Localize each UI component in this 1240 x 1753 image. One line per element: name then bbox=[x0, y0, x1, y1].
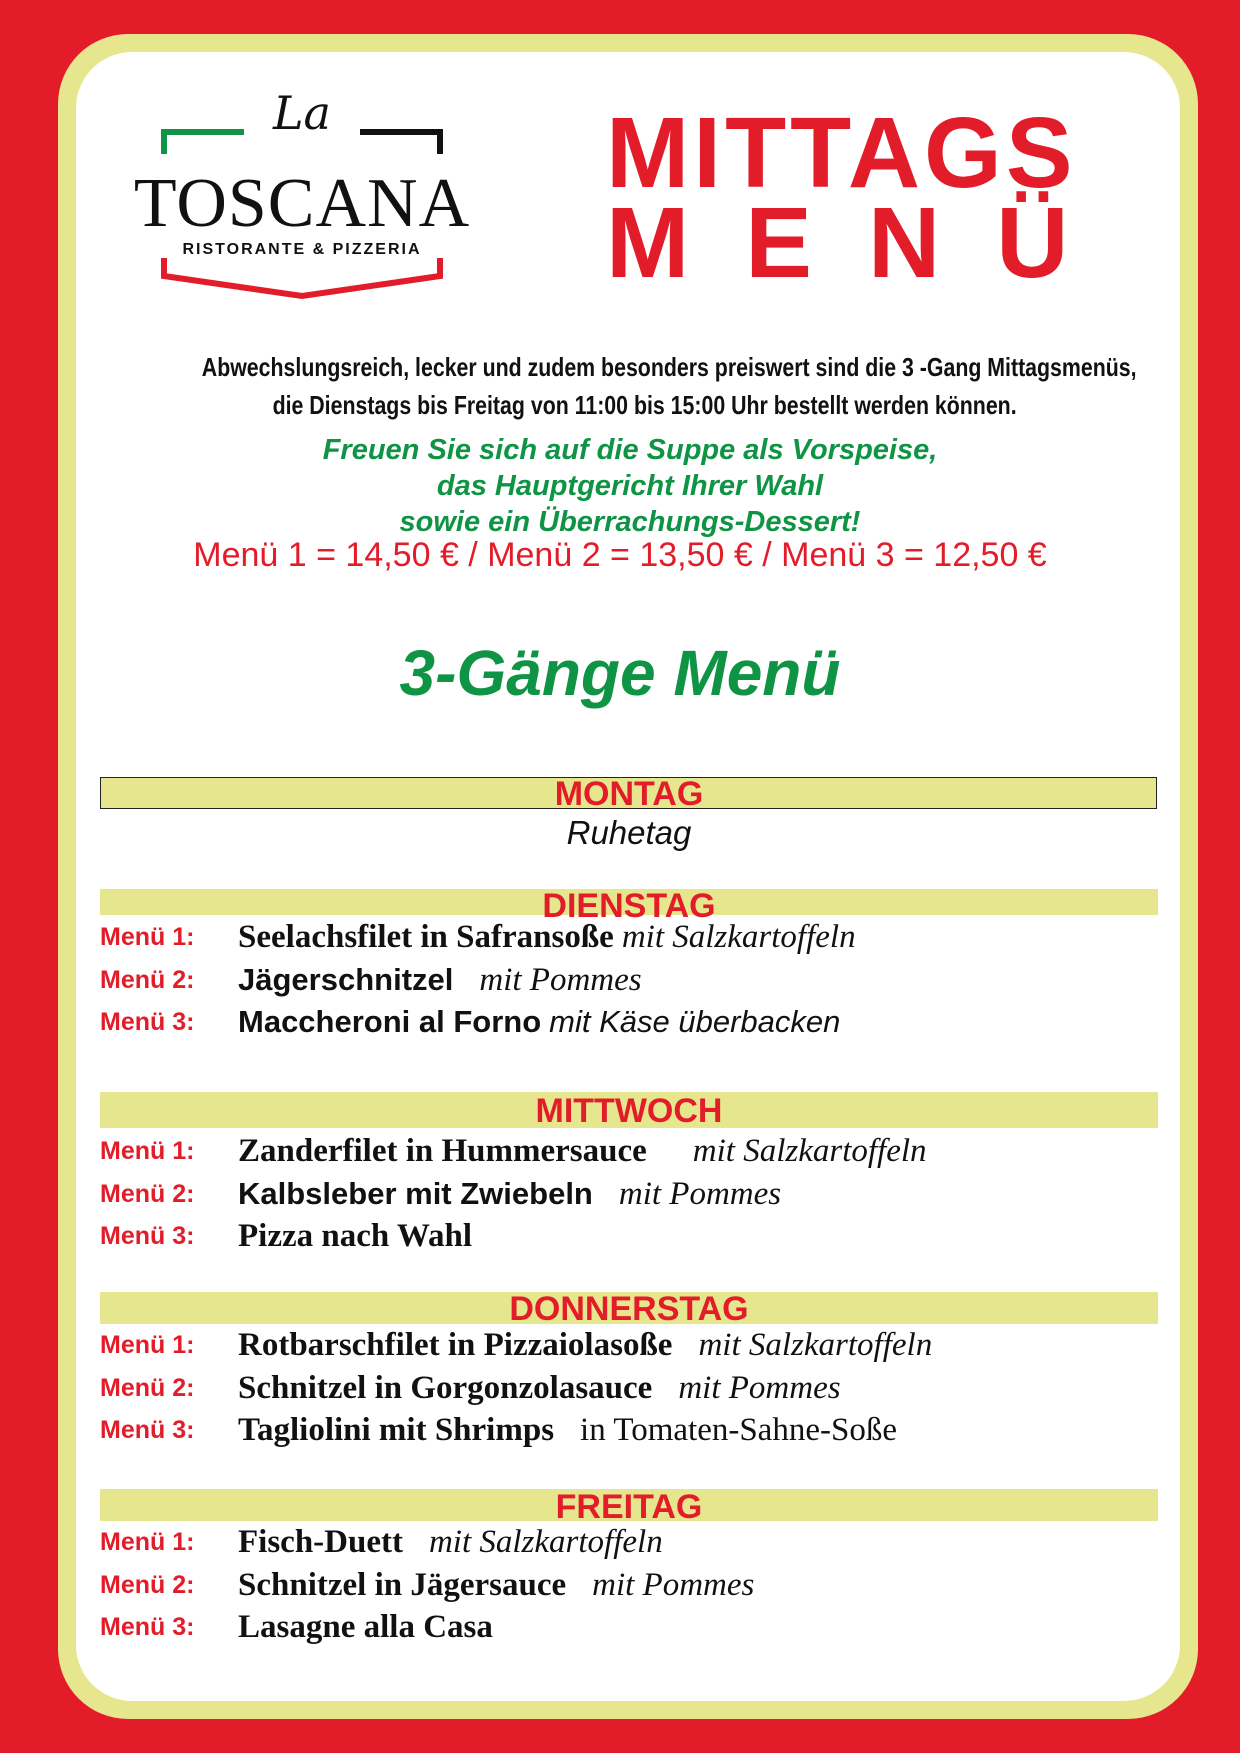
intro-text bbox=[110, 348, 1137, 424]
menu-dish-line bbox=[238, 1524, 663, 1561]
menu-label: Menü 1: bbox=[100, 1137, 195, 1165]
menu-row bbox=[100, 1524, 1150, 1564]
logo-la-script: La bbox=[273, 86, 331, 140]
menu-dish-line bbox=[238, 1218, 472, 1255]
menu-label: Menü 1: bbox=[100, 1528, 195, 1556]
highlight-text bbox=[160, 432, 1100, 540]
dish-name: Schnitzel in Gorgonzolasauce bbox=[238, 1370, 653, 1406]
menu-dish-line bbox=[238, 1327, 932, 1364]
dish-name: Seelachsfilet in Safransoße bbox=[238, 919, 614, 955]
dish-side: in Tomaten-Sahne-Soße bbox=[580, 1412, 897, 1448]
price-line: Menü 1 = 14,50 € / Menü 2 = 13,50 € / Menü 3 = 12,50 € bbox=[193, 536, 1047, 574]
dish-side: mit Pommes bbox=[479, 962, 642, 998]
menu-label: Menü 3: bbox=[100, 1222, 195, 1250]
title-line-1: MITTAGS bbox=[606, 97, 1077, 209]
dish-side: mit Pommes bbox=[678, 1370, 841, 1406]
menu-dish-line bbox=[238, 1176, 781, 1213]
dish-name: Pizza nach Wahl bbox=[238, 1218, 473, 1254]
closed-note: Ruhetag bbox=[566, 814, 692, 851]
dish-name: Lasagne alla Casa bbox=[238, 1609, 493, 1645]
menu-dish-line bbox=[238, 1370, 841, 1407]
logo-subtitle: RISTORANTE & PIZZERIA bbox=[182, 241, 422, 258]
menu-row bbox=[100, 1412, 1150, 1452]
menu-label: Menü 3: bbox=[100, 1613, 195, 1641]
menu-label: Menü 1: bbox=[100, 1331, 195, 1359]
dish-name: Jägerschnitzel bbox=[238, 962, 454, 997]
menu-row bbox=[100, 1176, 1150, 1216]
menu-label: Menü 2: bbox=[100, 1571, 195, 1599]
menu-row bbox=[100, 1370, 1150, 1410]
page-title bbox=[606, 97, 1125, 299]
menu-label: Menü 1: bbox=[100, 923, 195, 951]
menu-dish-line bbox=[238, 1133, 927, 1170]
section-title: 3-Gänge Menü bbox=[399, 637, 841, 709]
menu-label: Menü 3: bbox=[100, 1008, 195, 1036]
menu-row bbox=[100, 1327, 1150, 1367]
menu-dish-line bbox=[238, 919, 856, 956]
logo-name: TOSCANA bbox=[133, 165, 471, 242]
menu-row bbox=[100, 1133, 1150, 1173]
dish-name: Tagliolini mit Shrimps bbox=[238, 1412, 555, 1448]
intro-line-1: Abwechslungsreich, lecker und zudem besonders preiswert sind die 3 -Gang Mittagsmenüs, bbox=[201, 352, 1137, 382]
day-heading-dienstag: DIENSTAG bbox=[542, 887, 716, 925]
dish-side: mit Käse überbacken bbox=[549, 1004, 841, 1039]
menu-row bbox=[100, 1609, 1150, 1649]
dish-side: mit Salzkartoffeln bbox=[692, 1133, 927, 1169]
menu-label: Menü 3: bbox=[100, 1416, 195, 1444]
dish-name: Zanderfilet in Hummersauce bbox=[238, 1133, 647, 1169]
intro-line-2: die Dienstags bis Freitag von 11:00 bis 15:00 Uhr bestellt werden können. bbox=[272, 390, 1017, 420]
dish-name: Schnitzel in Jägersauce bbox=[238, 1567, 567, 1603]
menu-label: Menü 2: bbox=[100, 1180, 195, 1208]
dish-side: mit Salzkartoffeln bbox=[621, 919, 856, 955]
dish-name: Fisch-Duett bbox=[238, 1524, 403, 1560]
highlight-line-3: sowie ein Überrachungs-Dessert! bbox=[399, 506, 861, 538]
menu-label: Menü 2: bbox=[100, 966, 195, 994]
menu-dish-line bbox=[238, 1609, 493, 1646]
dish-side: mit Pommes bbox=[618, 1176, 782, 1212]
dish-side: mit Pommes bbox=[592, 1567, 755, 1603]
dish-name: Rotbarschfilet in Pizzaiolasoße bbox=[238, 1327, 673, 1363]
menu-row bbox=[100, 1567, 1150, 1607]
dish-side: mit Salzkartoffeln bbox=[698, 1327, 933, 1363]
title-line-2: MENÜ bbox=[606, 187, 1125, 299]
menu-dish-line bbox=[238, 962, 642, 999]
menu-dish-line bbox=[238, 1412, 897, 1449]
highlight-line-2: das Hauptgericht Ihrer Wahl bbox=[436, 470, 824, 502]
dish-name: Kalbsleber mit Zwiebeln bbox=[238, 1176, 593, 1211]
menu-row bbox=[100, 1218, 1150, 1258]
highlight-line-1: Freuen Sie sich auf die Suppe als Vorspeise, bbox=[322, 434, 938, 466]
menu-row bbox=[100, 1004, 1150, 1044]
restaurant-logo bbox=[132, 84, 472, 304]
dish-name: Maccheroni al Forno bbox=[238, 1004, 542, 1039]
day-heading-montag: MONTAG bbox=[554, 775, 704, 813]
day-heading-freitag: FREITAG bbox=[555, 1488, 703, 1526]
day-heading-mittwoch: MITTWOCH bbox=[535, 1092, 723, 1130]
dish-side: mit Salzkartoffeln bbox=[428, 1524, 663, 1560]
menu-label: Menü 2: bbox=[100, 1374, 195, 1402]
menu-dish-line bbox=[238, 1004, 840, 1040]
day-heading-donnerstag: DONNERSTAG bbox=[509, 1290, 749, 1328]
menu-row bbox=[100, 962, 1150, 1002]
menu-dish-line bbox=[238, 1567, 754, 1604]
menu-row bbox=[100, 919, 1150, 959]
